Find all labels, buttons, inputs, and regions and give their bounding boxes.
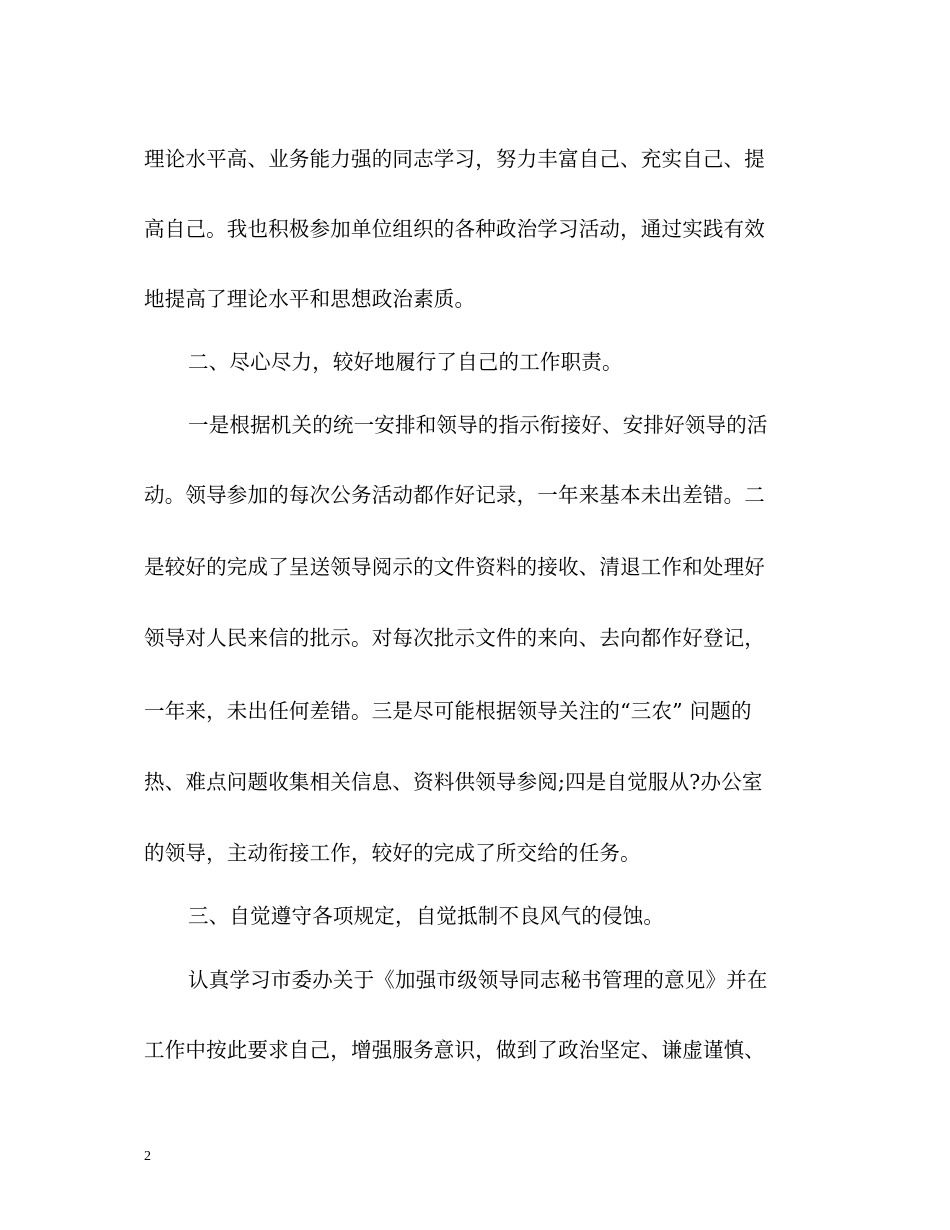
text-line-1: 理论水平高、业务能力强的同志学习，努力丰富自己、充实自己、提: [144, 147, 765, 171]
text-line-11: 的领导，主动衔接工作，较好的完成了所交给的任务。: [144, 841, 641, 865]
text-line-13: 认真学习市委办关于《加强市级领导同志秘书管理的意见》并在: [188, 968, 768, 992]
text-line-10: 热、难点问题收集相关信息、资料供领导参阅;四是自觉服从?办公室: [144, 770, 763, 794]
text-line-9: 一年来，未出任何差错。三是尽可能根据领导关注的“三农” 问题的: [144, 699, 752, 723]
text-line-8: 领导对人民来信的批示。对每次批示文件的来向、去向都作好登记，: [144, 626, 765, 650]
section-heading-3: 三、自觉遵守各项规定，自觉抵制不良风气的侵蚀。: [188, 904, 665, 928]
section-heading-2: 二、尽心尽力，较好地履行了自己的工作职责。: [188, 350, 623, 374]
text-line-2: 高自己。我也积极参加单位组织的各种政治学习活动，通过实践有效: [144, 217, 765, 241]
text-line-5: 一是根据机关的统一安排和领导的指示衔接好、安排好领导的活: [188, 413, 768, 437]
text-line-7: 是较好的完成了呈送领导阅示的文件资料的接收、清退工作和处理好: [144, 555, 765, 579]
text-line-6: 动。领导参加的每次公务活动都作好记录，一年来基本未出差错。二: [144, 483, 765, 507]
page-number: 2: [144, 1149, 151, 1164]
text-line-14: 工作中按此要求自己，增强服务意识，做到了政治坚定、谦虚谨慎、: [144, 1038, 765, 1062]
text-line-3: 地提高了理论水平和思想政治素质。: [144, 287, 476, 311]
